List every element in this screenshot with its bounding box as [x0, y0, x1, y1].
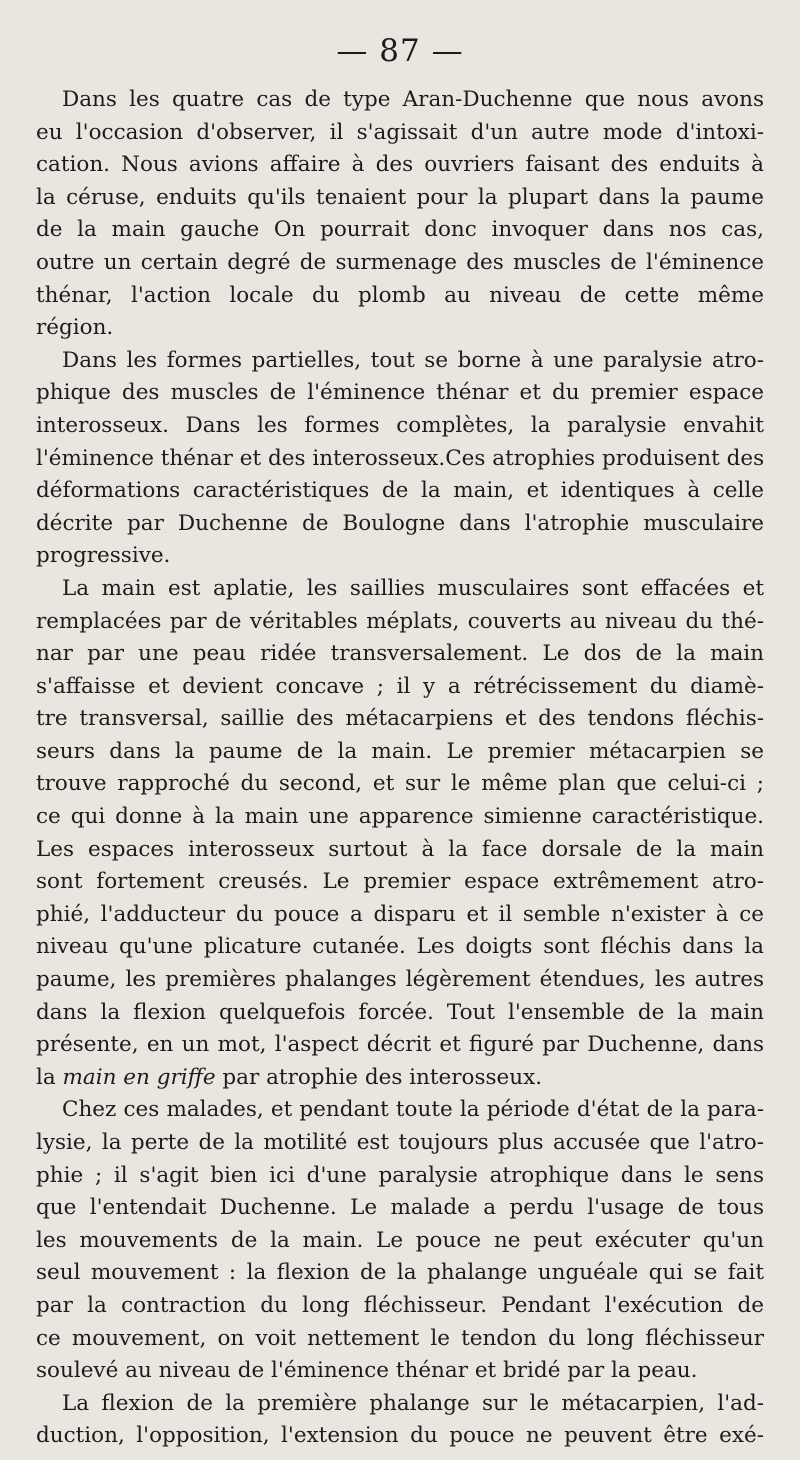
text-run: par atrophie des interosseux.: [215, 1064, 543, 1090]
text-line: les mouvements de la main. Le pouce ne peut exécuter qu'un: [36, 1227, 764, 1253]
text-line: [36, 1062, 764, 1095]
text-line: remplacées par de véritables méplats, couverts au niveau du thé-: [36, 608, 764, 634]
text-line: La main est aplatie, les saillies musculaires sont effacées et: [62, 575, 764, 601]
text-line: lysie, la perte de la motilité est toujours plus accusée que l'atro-: [36, 1130, 764, 1155]
text-line: ce qui donne à la main une apparence simienne caractéristique.: [36, 804, 764, 830]
text-line: niveau qu'une plicature cutanée. Les doigts sont fléchis dans la: [36, 934, 764, 960]
text-line: soulevé au niveau de l'éminence thénar et bridé par la peau.: [36, 1358, 698, 1384]
text-line: phique des muscles de l'éminence thénar et du premier espace: [36, 380, 764, 406]
text-line: Les espaces interosseux surtout à la face dorsale de la main: [36, 836, 764, 862]
text-line: outre un certain degré de surmenage des muscles de l'éminence: [36, 249, 764, 275]
paragraph-4: [36, 1094, 764, 1387]
text-line: dans la flexion quelquefois forcée. Tout l'ensemble de la main: [36, 999, 764, 1025]
text-line: nar par une peau ridée transversalement. Le dos de la main: [36, 641, 764, 667]
paragraph-3: [36, 573, 764, 1095]
text-line: Dans les quatre cas de type Aran-Duchenne que nous avons: [62, 87, 764, 112]
text-line: phié, l'adducteur du pouce a disparu et il semble n'exister à ce: [36, 901, 764, 927]
text-line: sont fortement creusés. Le premier espace extrêmement atro-: [36, 869, 764, 895]
text-line: s'affaisse et devient concave ; il y a rétrécissement du diamè-: [36, 673, 764, 699]
text-line: ce mouvement, on voit nettement le tendon du long fléchisseur: [36, 1325, 764, 1351]
text-line: seurs dans la paume de la main. Le premier métacarpien se: [36, 738, 764, 764]
text-line: Chez ces malades, et pendant toute la période d'état de la para-: [62, 1097, 764, 1123]
text-line: présente, en un mot, l'aspect décrit et figuré par Duchenne, dans: [36, 1032, 764, 1058]
text-line: progressive.: [36, 543, 171, 569]
paragraph-5: [36, 1388, 764, 1453]
text-line: duction, l'opposition, l'extension du pouce ne peuvent être exé-: [36, 1423, 764, 1449]
text-line: thénar, l'action locale du plomb au niveau de cette même: [36, 282, 764, 308]
paragraph-1: [36, 84, 764, 345]
text-run: la: [36, 1064, 63, 1090]
text-line: La flexion de la première phalange sur le métacarpien, l'ad-: [62, 1390, 764, 1416]
text-line: décrite par Duchenne de Boulogne dans l'atrophie musculaire: [36, 510, 764, 536]
text-line: phie ; il s'agit bien ici d'une paralysie atrophique dans le sens: [36, 1162, 764, 1188]
text-line: que l'entendait Duchenne. Le malade a perdu l'usage de tous: [36, 1195, 764, 1221]
text-line: par la contraction du long fléchisseur. Pendant l'exécution de: [36, 1292, 764, 1318]
paragraph-2: [36, 345, 764, 573]
text-line: paume, les premières phalanges légèrement étendues, les autres: [36, 967, 764, 993]
text-line: Dans les formes partielles, tout se borne à une paralysie atro-: [62, 347, 764, 373]
text-line: trouve rapproché du second, et sur le même plan que celui-ci ;: [36, 771, 764, 797]
text-line: région.: [36, 315, 114, 341]
text-line: cation. Nous avions affaire à des ouvriers faisant des enduits à: [36, 152, 764, 178]
text-line: interosseux. Dans les formes complètes, la paralysie envahit: [36, 412, 764, 438]
body-text: [36, 84, 764, 1453]
text-line: déformations caractéristiques de la main, et identiques à celle: [36, 478, 764, 504]
text-line: eu l'occasion d'observer, il s'agissait d'un autre mode d'intoxi-: [36, 119, 764, 145]
text-line: l'éminence thénar et des interosseux.Ces atrophies produisent des: [36, 445, 764, 471]
text-line: seul mouvement : la flexion de la phalange unguéale qui se fait: [36, 1260, 764, 1286]
text-line: la céruse, enduits qu'ils tenaient pour la plupart dans la paume: [36, 184, 764, 210]
text-line: tre transversal, saillie des métacarpiens et des tendons fléchis-: [36, 706, 764, 732]
text-line: de la main gauche On pourrait donc invoquer dans nos cas,: [36, 217, 764, 243]
page-number: — 87 —: [336, 33, 464, 69]
emphasis-text: main en griffe: [62, 1064, 216, 1090]
